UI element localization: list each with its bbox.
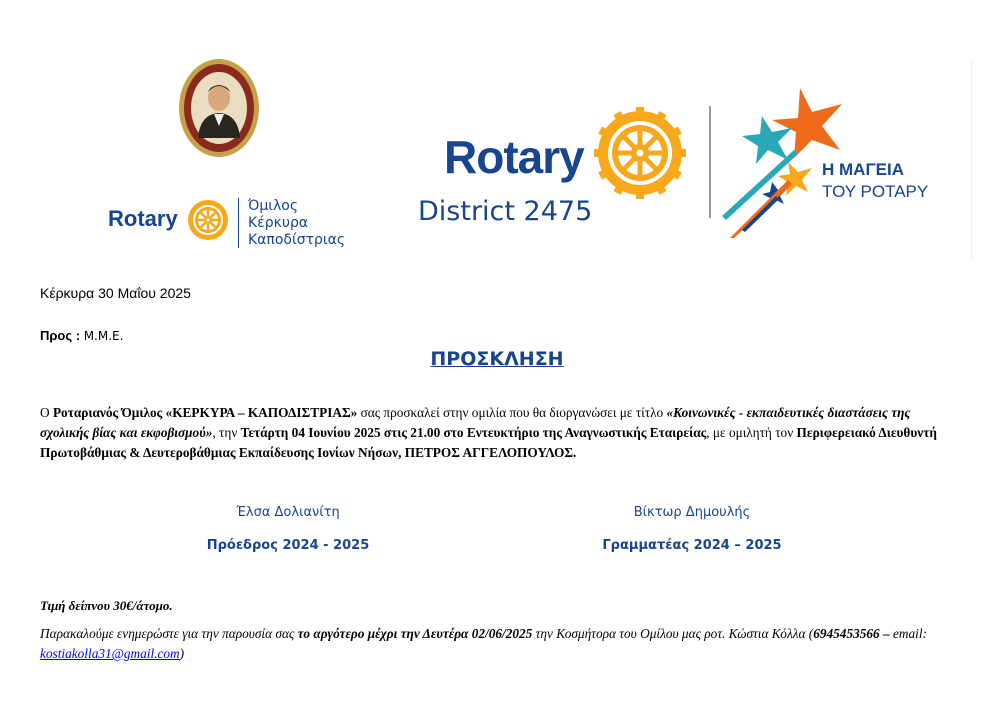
secretary-role: Γραμματέας 2024 – 2025	[602, 538, 782, 553]
body-text: Ο	[40, 405, 53, 420]
rsvp-text: )	[179, 646, 185, 661]
club-logo-rotary-wordmark: Rotary	[108, 206, 178, 231]
president-name: Έλσα Δολιανίτη	[236, 505, 340, 520]
rsvp-deadline: το αργότερο μέχρι την Δευτέρα 02/06/2025	[297, 626, 533, 641]
secretary-name: Βίκτωρ Δημουλής	[633, 505, 751, 520]
district-logo-rotary-wordmark: Rotary	[444, 131, 584, 183]
body-text: , με ομιλητή τον	[706, 425, 797, 440]
rotary-wheel-icon	[186, 198, 230, 242]
invitation-body	[40, 403, 955, 463]
club-logo-divider	[238, 198, 239, 248]
club-name-line: Καποδίστριας	[248, 232, 346, 248]
logo-divider	[709, 106, 711, 218]
rotary-wheel-icon	[594, 107, 686, 199]
president-role: Πρόεδρος 2024 - 2025	[206, 538, 370, 553]
speaker: Περιφερειακό Διευθυντή Πρωτοβάθμιας & Δευτεροβάθμιας Εκπαίδευσης Ιονίων Νήσων, ΠΕΤΡΟΣ ΑΓΓΕΛΟΠΟΥΛΟΣ.	[40, 425, 937, 460]
invitation-title-text: ΠΡΟΣΚΛΗΣΗ	[430, 348, 564, 370]
club-name-line: Όμιλος	[248, 198, 299, 214]
campaign-title-line2: ΤΟΥ ΡΟΤΑΡΥ	[822, 182, 929, 201]
club-logo-name	[248, 198, 345, 249]
rsvp-note	[40, 624, 970, 664]
invitation-title	[0, 348, 994, 370]
club-name-text: Ροταριανός Όμιλος «ΚΕΡΚΥΡΑ – ΚΑΠΟΔΙΣΤΡΙΑΣ»	[52, 405, 358, 420]
dinner-price: Τιμή δείπνου 30€/άτομο.	[40, 598, 173, 613]
rsvp-email-link[interactable]: kostiakolla31@gmail.com	[40, 646, 180, 661]
rsvp-text: την Κοσμήτορα του Ομίλου μας ροτ. Κώστια Κόλλα (	[532, 626, 814, 641]
recipient-line	[40, 328, 123, 343]
club-seal-portrait-logo	[178, 58, 260, 158]
recipient-value: Μ.Μ.Ε.	[83, 329, 124, 343]
rsvp-text: Παρακαλούμε ενημερώστε για την παρουσία σας	[40, 626, 298, 641]
recipient-label: Προς :	[40, 328, 81, 343]
body-text: σας προσκαλεί στην ομιλία που θα διοργανώσει με τίτλο	[357, 405, 667, 420]
letter-date: Κέρκυρα 30 Μαΐου 2025	[40, 285, 191, 301]
rsvp-text: email:	[889, 626, 927, 641]
talk-title: «Κοινωνικές - εκπαιδευτικές διαστάσεις της σχολικής βίας και εκφοβισμού»	[40, 405, 911, 440]
header-edge-rule	[971, 60, 972, 260]
event-date-place: Τετάρτη 04 Ιουνίου 2025 στις 21.00 στο Εντευκτήριο της Αναγνωστικής Εταιρείας	[240, 425, 707, 440]
club-name-line: Κέρκυρα	[248, 215, 309, 231]
district-number: District 2475	[418, 196, 593, 227]
rsvp-phone: 6945453566 –	[813, 626, 890, 641]
body-text: , την	[212, 425, 241, 440]
campaign-title-line1: Η ΜΑΓΕΙΑ	[822, 160, 904, 179]
